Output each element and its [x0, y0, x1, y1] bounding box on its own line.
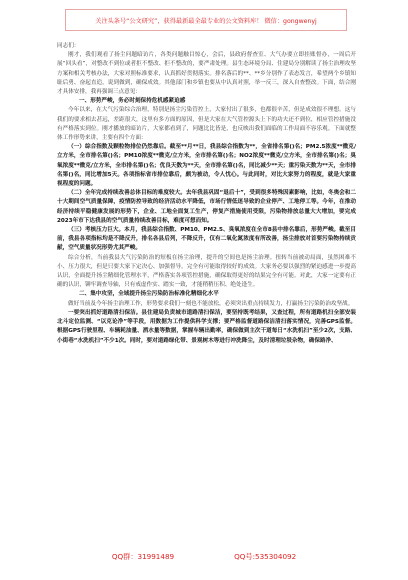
- section-heading: 一、形势严峻，务必时刻保持危机感紧迫感: [79, 98, 186, 105]
- section-heading: 二、集中攻坚，全域提升扬尘污染防治标准化精细化水平: [79, 291, 219, 298]
- document-body: [57, 42, 356, 346]
- subheading-paragraph: （一）综合指数及颗粒物排位仍然靠后。截至**月**日，我县综合指数为**，全省排名第()名；PM2.5浓度**微克/立方米，全市排名第()名；PM10浓度**微克/立方米，全市排名第()名；NO2浓度**微克/立方米，全市排名第()名；臭氧浓度**微克/立方米，全市排名第()名；优良天数为**天，全市排名第()名，同比减少**天；重污染天数为**天，全市排名第()名，同比增加5天。各项指标省市排位靠后，颇为被动，令人忧心。与此同时，对比大家努力的程度，就是大家重视程度的问题。: [57, 144, 356, 188]
- promo-banner[interactable]: 关注头条号“公文研究”，获得最新最全最专业的公文资料库！ 微信：gongwenyj: [65, 9, 347, 31]
- footer-contact: [0, 552, 408, 566]
- subheading-paragraph: 一要突出抓好道路清扫保洁。县住建局负责城市道路清扫保洁，要坚持既考结果，又查过程，所有道路机扫全部安装北斗定位监测、“以克论净”等手段，用数据为工作提供科学支撑；要严格监督道路保洁清扫落实情况，完善GPS监督。根据GPS行驶里程、车辆耗油量、洒水量等数据，掌握车辆出勤率，确保做到主次干道每日“水洗机扫”至少2次，支路、小街巷“水洗机扫”不少1次。同时，要对道路绿化带、景观树木等进行冲洗降尘，及时清理垃圾杂物，确保路净、: [57, 309, 356, 344]
- subheading-paragraph: （二）全年完成持续改善总体目标的难度较大。去年我县巩固“退后十”，受到很多特殊因素影响，比如，冬奥会和二十大期间空气质量保障，疫情防控导致的经济活动水平降低，市场行情低迷导致的企业停产、工地停工等。今年，在推动经济持续平稳健康发展的形势下，企业、工地全面复工生产，停复产措施使用受限，污染物排放总量大大增加，要完成2023年市下达我县的空气质量持续改善目标，难度可想而知。: [57, 190, 356, 224]
- greeting: 同志们：: [57, 43, 80, 49]
- qq-group-text: QQ群：31991489: [111, 552, 175, 561]
- qq-number-text: QQ号:535304092: [234, 552, 297, 561]
- subheading-paragraph: （三）考核压力巨大。本月，我县综合指数、PM10、PM2.5、臭氧浓度在全市8县中排名靠后，形势严峻。截至目前，我县各项指标均是不降反升，排名各县后列，不降反升，仅有二氧化氮浓度有所改善，扬尘排放对首要污染物持续贡献，空气质量状况形势尤其严峻。: [57, 227, 356, 252]
- paragraph: 做好当前及今年扬尘治理工作，形势要求我们一刻也不能放松，必须突出重点持续发力，打赢扬尘污染防治攻坚战。: [68, 300, 354, 307]
- paragraph: 刚才，我们观看了扬尘问题暗访片，各类问题触目惊心，会后，县政府督查室、大气办要立即挂账督办，一周后开展“回头看”，对整改不到位或者拒不整改、拒不整改的，要严肃处理。县生态环境分局、住建局分别解读了扬尘治理攻坚方案和相关考核办法，大家对照标准要求，认真抓好贯彻落实。排名落后的**、**乡分别作了表态发言，希望两个乡镇知耻后勇、奋起直追，说到做到，确保成效。其他部门和乡镇也要从中认真对照，举一反三，深入自查整改。下面，结合刚才具体安排，我再强调三点意见：: [57, 52, 356, 96]
- paragraph: 综合分析，当前我县大气污染防治的短板在扬尘治理，提升的空间也是扬尘治理。扭转当前被动局面，虽然困难不小、压力很大，但是只要大家下定决心、加强督导，完全有可能取得较好的成效。大家务必要以强烈的紧迫感进一步提高认识，全面提升扬尘精细化管理水平，严格落实各项管控措施，确保取得更好的结果完全有可能。对此，大家一定要有正确的认识，铆牢调查导轴，只有戒虚作实、踏实一致，才能稍稍压积、绝处逢生。: [57, 254, 356, 289]
- paragraph: 今年以来，在大气污染综合治理，特别是扬尘污染管控上，大家付出了很多，也都很辛苦，但是成效很不理想。这与我们的要求相去甚远，差距很大，这里有多方面的原因，但是大家在大气管控源头上下的功夫还不到位，相应管控措施没有严格落实到位。刚才播放的暗访片，大家都看到了，问题比比皆是，也反映出我们面临的工作局面不容乐观。下面就整体工作形势来讲，主要有四个方面：: [57, 107, 356, 142]
